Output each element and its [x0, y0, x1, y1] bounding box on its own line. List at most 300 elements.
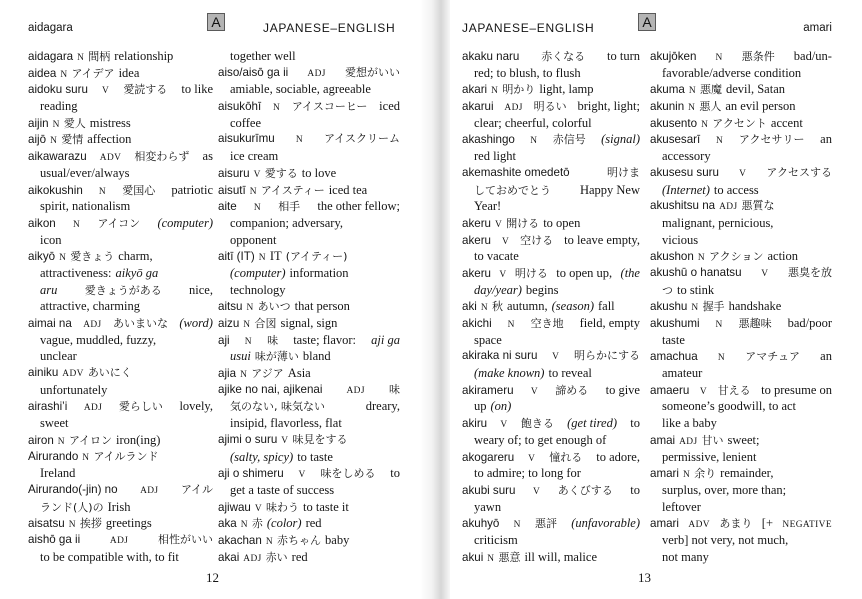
entry-line — [650, 298, 832, 315]
dictionary-entry — [28, 432, 213, 449]
part-of-speech: V — [761, 268, 769, 279]
italic-gloss: aji ga — [371, 332, 400, 347]
headword: akashingo — [462, 133, 515, 147]
japanese-term: 開ける — [506, 216, 540, 230]
dictionary-entry — [218, 465, 400, 498]
definition-text: malignant, pernicious, — [662, 215, 774, 230]
entry-line — [650, 365, 832, 382]
japanese-term: 合図 — [254, 317, 277, 330]
entry-line — [218, 549, 400, 566]
headword: aishō ga ii — [28, 532, 81, 546]
entry-line — [28, 148, 213, 165]
dictionary-entry — [462, 298, 640, 315]
dictionary-entry — [650, 248, 832, 265]
entry-line — [650, 549, 832, 566]
italic-gloss: (color) — [266, 516, 302, 531]
entry-line — [28, 48, 213, 65]
entry-line — [650, 465, 832, 482]
column-1 — [462, 48, 640, 565]
entry-line — [650, 248, 832, 265]
headword: akuma — [650, 83, 685, 97]
definition-text: not many — [662, 549, 709, 564]
part-of-speech: ADJ — [679, 436, 698, 447]
part-of-speech: V — [528, 453, 536, 464]
japanese-term: 明らかにする — [573, 349, 640, 363]
headword: aitī (IT) — [218, 250, 255, 264]
headword: aidoku suru — [28, 83, 88, 97]
headword: aizu — [218, 317, 240, 330]
dictionary-entry — [28, 532, 213, 565]
japanese-term: 愛国心 — [122, 183, 156, 197]
dictionary-entry — [218, 499, 400, 516]
entry-line — [462, 65, 640, 82]
entry-line — [650, 232, 832, 249]
headword: amari — [650, 467, 679, 481]
entry-line — [28, 465, 213, 482]
japanese-term: アイスクリーム — [324, 132, 400, 146]
part-of-speech: ADJ — [307, 68, 326, 79]
entry-line — [462, 432, 640, 449]
japanese-term: 味 — [389, 382, 400, 396]
part-of-speech: N — [59, 253, 67, 264]
definition-text: red — [305, 516, 322, 531]
definition-text: light, lamp — [539, 82, 594, 97]
entry-line — [218, 65, 400, 82]
part-of-speech: V — [253, 169, 261, 180]
japanese-term: 悪臭を放 — [788, 265, 832, 279]
part-of-speech: N — [487, 553, 495, 564]
part-of-speech: N — [688, 103, 696, 114]
entry-line — [462, 348, 640, 365]
headword: akeru — [462, 233, 492, 247]
headword: akushon — [650, 250, 694, 264]
part-of-speech: N — [82, 452, 90, 463]
definition-text: iced tea — [328, 182, 368, 197]
definition-text: taste; flavor: — [293, 332, 357, 347]
definition-text: amateur — [662, 366, 703, 381]
entry-line — [650, 515, 832, 532]
japanese-term: あまり — [719, 517, 753, 531]
entry-line — [28, 298, 213, 315]
headword: akui — [462, 550, 484, 564]
entry-line — [28, 265, 213, 282]
entry-line — [650, 482, 832, 499]
part-of-speech: V — [495, 219, 503, 230]
definition-text: to reveal — [548, 366, 592, 381]
dictionary-entry — [650, 265, 832, 298]
italic-gloss: aikyō ga — [115, 265, 159, 280]
definition-text: to turn — [607, 49, 640, 63]
japanese-term: 赤 — [251, 517, 263, 531]
definition-text: vague, muddled, fuzzy, — [40, 332, 157, 347]
entry-line — [650, 48, 832, 65]
japanese-term: 明ける — [514, 266, 548, 280]
entry-line — [462, 115, 640, 132]
dictionary-entry — [462, 348, 640, 381]
entry-line — [462, 365, 640, 382]
dictionary-entry — [28, 131, 213, 148]
dictionary-entry — [28, 48, 213, 65]
entry-line — [462, 465, 640, 482]
entry-line — [650, 65, 832, 82]
headword: airashi’i — [28, 400, 68, 414]
entry-line — [462, 298, 640, 315]
headword: akai — [218, 550, 240, 564]
entry-line — [462, 482, 640, 499]
definition-text: to taste it — [303, 499, 349, 514]
entry-line — [218, 465, 400, 482]
entry-line — [462, 282, 640, 299]
headword: akaku naru — [462, 50, 520, 63]
part-of-speech: ADV — [99, 153, 122, 164]
definition-text: iced — [379, 99, 400, 114]
definition-text: relationship — [114, 49, 174, 63]
japanese-term: 相性がいい — [157, 532, 213, 546]
italic-gloss: (on) — [490, 399, 512, 414]
entry-line — [650, 282, 832, 299]
definition-text: attractiveness: — [40, 265, 112, 280]
dictionary-entry — [462, 549, 640, 566]
part-of-speech: N — [717, 353, 726, 364]
dictionary-entry — [218, 98, 400, 131]
definition-text: red; to blush, to flush — [474, 65, 581, 80]
japanese-term: 悪魔 — [699, 83, 722, 97]
part-of-speech: N — [240, 520, 248, 531]
definition-text: opponent — [230, 232, 277, 247]
definition-text: charm, — [118, 249, 153, 264]
entry-line — [650, 215, 832, 232]
dictionary-entry — [28, 449, 213, 482]
headword: akusesarī — [650, 133, 701, 147]
entry-line — [218, 499, 400, 516]
entry-line — [28, 449, 213, 466]
definition-text: iron(ing) — [115, 432, 161, 447]
entry-line — [462, 332, 640, 349]
part-of-speech: V — [501, 236, 510, 247]
part-of-speech: N — [50, 136, 58, 147]
definition-text: action — [767, 249, 799, 264]
entry-line — [650, 449, 832, 466]
entry-line — [218, 165, 400, 182]
headword: aiso/aisō ga ii — [218, 65, 289, 79]
definition-text: field, empty — [579, 316, 640, 330]
japanese-term: あいにく — [87, 366, 132, 380]
entry-line — [218, 198, 400, 215]
dictionary-entry — [462, 232, 640, 265]
headword: aji — [218, 333, 230, 347]
entry-line — [462, 315, 640, 332]
part-of-speech: ADJ — [140, 485, 159, 496]
entry-line — [218, 415, 400, 432]
part-of-speech: N — [701, 119, 709, 130]
guide-word: amari — [803, 22, 832, 34]
dictionary-entry — [218, 549, 400, 566]
definition-text: to like — [181, 82, 213, 97]
definition-text: someone’s goodwill, to act — [662, 399, 797, 414]
part-of-speech: N — [253, 203, 262, 214]
entry-line — [462, 48, 640, 65]
headword: aisukurīmu — [218, 132, 275, 146]
part-of-speech: N — [715, 53, 723, 63]
entry-line — [218, 515, 400, 532]
column-2 — [218, 48, 400, 565]
definition-text: bad/un- — [793, 49, 832, 63]
definition-text: surplus, over, more than; — [662, 482, 787, 497]
japanese-term: アイロン — [68, 433, 112, 447]
entry-line — [28, 415, 213, 432]
part-of-speech: N — [691, 303, 699, 314]
headword: akarui — [462, 100, 494, 114]
part-of-speech: N — [507, 320, 515, 330]
italic-gloss: (salty, spicy) — [230, 449, 294, 464]
headword: aki — [462, 300, 477, 314]
definition-text: IT — [269, 249, 282, 264]
italic-gloss: usui — [230, 349, 251, 364]
japanese-term: アジア — [251, 367, 284, 381]
page-number: 12 — [206, 570, 219, 585]
headword: ajike no nai, ajikenai — [218, 382, 323, 396]
part-of-speech: V — [254, 503, 263, 514]
japanese-term: 愛想がいい — [344, 65, 400, 79]
dictionary-entry — [28, 81, 213, 114]
entry-line — [218, 81, 400, 98]
headword: akushumi — [650, 317, 700, 330]
definition-text: ice cream — [230, 149, 279, 164]
dictionary-entry — [28, 148, 213, 181]
definition-text: mistress — [89, 115, 131, 130]
japanese-term: あいまいな — [113, 317, 168, 330]
dictionary-entry — [218, 182, 400, 199]
entry-line — [218, 282, 400, 299]
dictionary-entry — [650, 382, 832, 432]
entry-line — [462, 148, 640, 165]
definition-text: the other fellow; — [317, 199, 400, 214]
dictionary-entry — [28, 248, 213, 315]
definition-text: accent — [770, 115, 803, 130]
entry-line — [650, 415, 832, 432]
definition-text: autumn, — [507, 299, 548, 314]
definition-text: to be compatible with, to fit — [40, 549, 179, 564]
entry-line — [462, 182, 640, 199]
definition-text: icon — [40, 232, 62, 247]
definition-text: clear; cheerful, colorful — [474, 115, 592, 130]
entry-line — [218, 131, 400, 148]
japanese-term: 赤信号 — [552, 133, 586, 147]
part-of-speech: N — [68, 520, 76, 531]
entry-line — [650, 315, 832, 332]
definition-text: space — [474, 332, 502, 347]
part-of-speech: V — [102, 86, 110, 97]
entry-line — [28, 315, 213, 332]
headword: akusesu suru — [650, 165, 719, 179]
entry-line — [650, 182, 832, 199]
definition-text: Ireland — [40, 466, 76, 481]
dictionary-entry — [462, 98, 640, 131]
italic-gloss: (get tired) — [567, 416, 617, 431]
definition-text: begins — [525, 282, 559, 297]
headword: akeru — [462, 266, 492, 280]
dictionary-entry — [650, 198, 832, 248]
definition-text: criticism — [474, 532, 518, 547]
entry-line — [650, 198, 832, 215]
headword: amai — [650, 433, 676, 447]
dictionary-entry — [462, 81, 640, 98]
italic-gloss: aru — [40, 282, 58, 297]
japanese-term: ランド(人)の — [40, 500, 104, 514]
dictionary-entry — [650, 515, 832, 565]
definition-text: to open — [543, 215, 581, 230]
entry-line — [28, 215, 213, 232]
definition-text: baby — [325, 532, 350, 547]
part-of-speech: V — [281, 435, 289, 446]
definition-text: bland — [302, 349, 331, 364]
part-of-speech: V — [533, 486, 541, 497]
italic-gloss: (computer) — [157, 215, 213, 230]
part-of-speech: V — [500, 420, 508, 431]
japanese-term: しておめでとう — [474, 183, 551, 197]
part-of-speech: ADV — [688, 520, 710, 531]
dictionary-entry — [28, 315, 213, 365]
definition-text: to — [630, 416, 640, 431]
definition-text: remainder, — [720, 466, 774, 481]
entry-line — [218, 115, 400, 132]
entry-line — [28, 248, 213, 265]
japanese-term: アクセント — [712, 116, 767, 130]
headword: akari — [462, 83, 488, 97]
part-of-speech: N — [60, 69, 68, 80]
headword: aikon — [28, 216, 56, 230]
dictionary-entry — [218, 432, 400, 465]
dictionary-entry — [650, 432, 832, 465]
entry-line — [650, 532, 832, 549]
entry-line — [650, 115, 832, 132]
definition-text: permissive, lenient — [662, 449, 757, 464]
definition-text: technology — [230, 282, 286, 297]
headword: aitsu — [218, 300, 243, 314]
part-of-speech: N — [98, 186, 107, 197]
column-1 — [28, 48, 213, 565]
definition-text: [+ — [761, 516, 773, 531]
definition-text: to adore, — [596, 449, 640, 464]
definition-text: bright, light; — [577, 99, 640, 114]
japanese-term: 諦める — [555, 383, 589, 397]
japanese-term: アイデア — [71, 66, 115, 80]
part-of-speech: ADJ — [346, 385, 365, 396]
dictionary-entry — [28, 482, 213, 515]
japanese-term: アイスティー — [260, 183, 325, 197]
entry-line — [650, 348, 832, 365]
entry-line — [28, 348, 213, 365]
part-of-speech: N — [246, 303, 254, 314]
headword: ajia — [218, 367, 237, 381]
definition-text: attractive, charming — [40, 299, 140, 314]
japanese-term: アクセサリー — [738, 133, 805, 147]
japanese-term: 赤い — [265, 550, 288, 564]
entry-line — [650, 81, 832, 98]
headword: aidagara — [28, 50, 74, 63]
dictionary-entry — [650, 115, 832, 132]
entry-line — [218, 248, 400, 265]
definition-text: spirit, nationalism — [40, 199, 131, 214]
dictionary-entry — [28, 115, 213, 132]
headword: aka — [218, 517, 237, 531]
definition-text: to — [630, 482, 640, 497]
dictionary-entry — [218, 198, 400, 248]
part-of-speech: N — [240, 370, 248, 381]
part-of-speech: V — [530, 386, 539, 397]
japanese-term: 明けま — [607, 165, 640, 179]
dictionary-entry — [650, 465, 832, 515]
japanese-term: アイスコーヒー — [291, 100, 368, 114]
japanese-term: 味わう — [266, 500, 300, 514]
entry-line — [28, 332, 213, 349]
italic-gloss: (computer) — [230, 265, 286, 280]
definition-text: Happy New — [579, 182, 640, 197]
japanese-term: 悪意 — [498, 550, 521, 564]
japanese-term: アマチュア — [745, 350, 800, 364]
definition-text: an — [820, 349, 832, 364]
dictionary-entry — [218, 131, 400, 164]
japanese-term: 味が薄い — [254, 350, 299, 364]
definition-text: favorable/adverse condition — [662, 65, 802, 80]
part-of-speech: ADJ — [504, 103, 523, 114]
entry-line — [218, 98, 400, 115]
definition-text: vicious — [662, 232, 699, 247]
definition-text: verb] not very, not much, — [662, 532, 789, 547]
dictionary-entry — [650, 298, 832, 315]
definition-text: fall — [597, 299, 615, 314]
dictionary-entry — [462, 415, 640, 448]
dictionary-entry — [650, 315, 832, 348]
italic-gloss: day/year) — [474, 282, 522, 297]
dictionary-entry — [650, 165, 832, 198]
definition-text: idea — [118, 65, 140, 80]
dictionary-entry — [28, 182, 213, 215]
definition-text: to admire; to long for — [474, 466, 581, 481]
part-of-speech: N — [715, 136, 724, 147]
entry-line — [462, 131, 640, 148]
entry-line — [462, 265, 640, 282]
entry-line — [462, 215, 640, 232]
entry-line — [462, 515, 640, 532]
definition-text: greetings — [105, 516, 152, 531]
part-of-speech: V — [552, 352, 560, 363]
dictionary-entry — [218, 315, 400, 332]
dictionary-entry — [462, 482, 640, 515]
page-gutter — [420, 0, 450, 599]
entry-line — [28, 131, 213, 148]
entry-line — [28, 499, 213, 516]
headword: aisatsu — [28, 517, 65, 531]
part-of-speech: V — [739, 168, 747, 179]
dictionary-entry — [650, 48, 832, 81]
entry-line — [650, 98, 832, 115]
part-of-speech: N — [491, 86, 499, 97]
entry-line — [28, 365, 213, 382]
definition-text: unclear — [40, 349, 77, 364]
japanese-term: 握手 — [702, 300, 725, 314]
japanese-term: 赤ちゃん — [277, 533, 322, 547]
definition-text: red — [291, 549, 308, 564]
entry-line — [462, 532, 640, 549]
entry-line — [28, 232, 213, 249]
small-caps-label: NEGATIVE — [782, 520, 832, 531]
headword: akirameru — [462, 383, 514, 397]
entry-line — [28, 282, 213, 299]
japanese-term: あくびする — [557, 483, 613, 497]
italic-gloss: (season) — [551, 299, 594, 314]
headword: airon — [28, 433, 54, 447]
